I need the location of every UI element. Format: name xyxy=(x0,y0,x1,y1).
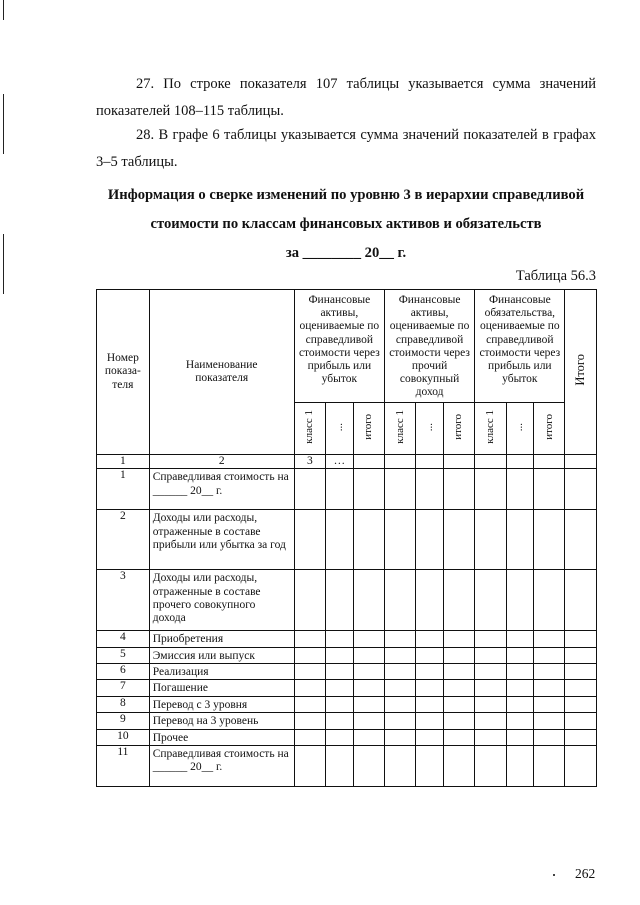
paragraph-28: 28. В графе 6 таблицы указывается сумма значений показателей в графах 3–5 таблицы. xyxy=(96,127,596,170)
page-number: 262 xyxy=(575,866,596,881)
row-name: Доходы или расходы, отраженные в составе прибыли или убытка за год xyxy=(149,510,294,570)
index-col-3: 3 xyxy=(294,455,325,469)
value-cell xyxy=(443,647,474,663)
value-cell xyxy=(384,746,415,787)
value-cell xyxy=(443,631,474,647)
value-cell xyxy=(294,713,325,729)
value-cell xyxy=(475,647,506,663)
value-cell xyxy=(506,746,533,787)
value-cell xyxy=(443,696,474,712)
value-cell xyxy=(326,664,353,680)
value-cell xyxy=(326,631,353,647)
header-group-3: Финансовые обязательства, оцениваемые по справедливой стоимости через прибыль или убыток xyxy=(475,290,565,403)
heading-line-2: стоимости по классам финансовых активов и обязательств xyxy=(150,216,542,232)
row-number: 9 xyxy=(97,713,150,729)
row-number: 5 xyxy=(97,647,150,663)
value-cell xyxy=(443,680,474,696)
value-cell xyxy=(534,570,565,631)
row-name: Приобретения xyxy=(149,631,294,647)
table-row xyxy=(97,469,597,510)
value-cell xyxy=(443,729,474,745)
stray-dot xyxy=(553,874,555,876)
sub-class-3: класс 1 xyxy=(483,409,496,444)
value-cell xyxy=(534,664,565,680)
value-cell xyxy=(294,696,325,712)
value-cell xyxy=(506,680,533,696)
row-name: Доходы или расходы, отраженные в составе прочего совокупного дохода xyxy=(149,570,294,631)
value-cell xyxy=(416,696,443,712)
value-cell xyxy=(475,469,506,510)
table-row xyxy=(97,713,597,729)
table-row xyxy=(97,746,597,787)
value-cell xyxy=(326,469,353,510)
value-cell xyxy=(534,631,565,647)
heading-line-1: Информация о сверке изменений по уровню 3 в иерархии справедливой xyxy=(107,187,585,203)
value-cell xyxy=(294,570,325,631)
value-cell xyxy=(565,647,597,663)
value-cell xyxy=(416,570,443,631)
table-row xyxy=(97,664,597,680)
value-cell xyxy=(353,631,384,647)
value-cell xyxy=(294,510,325,570)
row-name: Справедливая стоимость на ______ 20__ г. xyxy=(149,469,294,510)
value-cell xyxy=(384,631,415,647)
value-cell xyxy=(506,664,533,680)
value-cell xyxy=(384,713,415,729)
value-cell xyxy=(384,510,415,570)
header-total-text: Итого xyxy=(573,354,588,386)
value-cell xyxy=(416,713,443,729)
value-cell xyxy=(353,680,384,696)
table-row xyxy=(97,696,597,712)
value-cell xyxy=(506,696,533,712)
value-cell xyxy=(294,680,325,696)
value-cell xyxy=(416,664,443,680)
value-cell xyxy=(565,664,597,680)
value-cell xyxy=(416,469,443,510)
value-cell xyxy=(416,647,443,663)
index-col-2: 2 xyxy=(149,455,294,469)
value-cell xyxy=(384,696,415,712)
value-cell xyxy=(506,469,533,510)
value-cell xyxy=(443,746,474,787)
value-cell xyxy=(326,713,353,729)
row-name: Справедливая стоимость на ______ 20__ г. xyxy=(149,746,294,787)
value-cell xyxy=(475,746,506,787)
row-number: 7 xyxy=(97,680,150,696)
value-cell xyxy=(534,713,565,729)
value-cell xyxy=(534,510,565,570)
value-cell xyxy=(353,664,384,680)
margin-mark-mid xyxy=(3,94,4,154)
value-cell xyxy=(294,647,325,663)
value-cell xyxy=(534,680,565,696)
table-row xyxy=(97,729,597,745)
value-cell xyxy=(506,729,533,745)
value-cell xyxy=(506,647,533,663)
row-number: 3 xyxy=(97,570,150,631)
row-number: 4 xyxy=(97,631,150,647)
value-cell xyxy=(565,713,597,729)
sub-total-2: итого xyxy=(452,413,465,440)
value-cell xyxy=(565,469,597,510)
value-cell xyxy=(443,510,474,570)
value-cell xyxy=(294,469,325,510)
heading-line-3: за ________ 20__ г. xyxy=(285,245,407,261)
sub-total-1: итого xyxy=(362,413,375,440)
value-cell xyxy=(294,631,325,647)
value-cell xyxy=(326,647,353,663)
row-name: Перевод с 3 уровня xyxy=(149,696,294,712)
table-row xyxy=(97,647,597,663)
value-cell xyxy=(475,729,506,745)
value-cell xyxy=(534,469,565,510)
table-heading xyxy=(90,181,602,268)
header-num: Номер показа-теля xyxy=(97,290,150,455)
table-body xyxy=(97,469,597,787)
value-cell xyxy=(475,631,506,647)
value-cell xyxy=(416,631,443,647)
row-number: 2 xyxy=(97,510,150,570)
value-cell xyxy=(416,746,443,787)
value-cell xyxy=(416,510,443,570)
value-cell xyxy=(353,469,384,510)
row-number: 10 xyxy=(97,729,150,745)
row-number: 8 xyxy=(97,696,150,712)
value-cell xyxy=(506,570,533,631)
sub-class-1: класс 1 xyxy=(303,409,316,444)
value-cell xyxy=(294,746,325,787)
value-cell xyxy=(506,631,533,647)
header-group-2: Финансовые активы, оцениваемые по справедливой стоимости через прочий совокупный доход xyxy=(384,290,474,403)
value-cell xyxy=(384,680,415,696)
value-cell xyxy=(475,696,506,712)
value-cell xyxy=(443,664,474,680)
value-cell xyxy=(353,746,384,787)
table-row xyxy=(97,570,597,631)
value-cell xyxy=(475,510,506,570)
value-cell xyxy=(565,746,597,787)
sub-dots-1: ... xyxy=(332,422,345,431)
value-cell xyxy=(353,570,384,631)
table-row xyxy=(97,510,597,570)
row-name: Перевод на 3 уровень xyxy=(149,713,294,729)
value-cell xyxy=(443,570,474,631)
table-label: Таблица 56.3 xyxy=(515,268,596,284)
index-col-1: 1 xyxy=(97,455,150,469)
header-name: Наименование показателя xyxy=(149,290,294,455)
row-name: Прочее xyxy=(149,729,294,745)
table-row xyxy=(97,680,597,696)
value-cell xyxy=(565,729,597,745)
paragraph-27: 27. По строке показателя 107 таблицы указывается сумма значений показателей 108–115 таблицы. xyxy=(96,76,596,119)
value-cell xyxy=(384,664,415,680)
value-cell xyxy=(294,729,325,745)
value-cell xyxy=(384,469,415,510)
sub-class-2: класс 1 xyxy=(393,409,406,444)
value-cell xyxy=(353,647,384,663)
value-cell xyxy=(384,647,415,663)
value-cell xyxy=(534,746,565,787)
sub-total-3: итого xyxy=(542,413,555,440)
value-cell xyxy=(443,713,474,729)
value-cell xyxy=(353,713,384,729)
value-cell xyxy=(326,680,353,696)
row-name: Погашение xyxy=(149,680,294,696)
row-number: 11 xyxy=(97,746,150,787)
header-group-1: Финансовые активы, оцениваемые по справедливой стоимости через прибыль или убыток xyxy=(294,290,384,403)
value-cell xyxy=(326,570,353,631)
value-cell xyxy=(475,664,506,680)
index-col-4: … xyxy=(326,455,353,469)
value-cell xyxy=(565,696,597,712)
margin-mark-low xyxy=(3,234,4,294)
value-cell xyxy=(384,570,415,631)
value-cell xyxy=(353,696,384,712)
value-cell xyxy=(326,746,353,787)
value-cell xyxy=(416,729,443,745)
value-cell xyxy=(353,729,384,745)
table-row xyxy=(97,631,597,647)
value-cell xyxy=(475,570,506,631)
row-name: Эмиссия или выпуск xyxy=(149,647,294,663)
value-cell xyxy=(565,510,597,570)
value-cell xyxy=(534,729,565,745)
value-cell xyxy=(443,469,474,510)
reconciliation-table xyxy=(96,289,597,787)
value-cell xyxy=(416,680,443,696)
value-cell xyxy=(534,696,565,712)
value-cell xyxy=(326,696,353,712)
sub-dots-3: ... xyxy=(513,422,526,431)
value-cell xyxy=(565,631,597,647)
value-cell xyxy=(475,680,506,696)
row-number: 1 xyxy=(97,469,150,510)
value-cell xyxy=(326,729,353,745)
value-cell xyxy=(565,680,597,696)
value-cell xyxy=(506,713,533,729)
value-cell xyxy=(506,510,533,570)
value-cell xyxy=(294,664,325,680)
value-cell xyxy=(475,713,506,729)
value-cell xyxy=(534,647,565,663)
sub-dots-2: ... xyxy=(422,422,435,431)
value-cell xyxy=(565,570,597,631)
value-cell xyxy=(353,510,384,570)
row-name: Реализация xyxy=(149,664,294,680)
header-total xyxy=(565,290,597,455)
margin-mark-top xyxy=(3,0,4,20)
value-cell xyxy=(326,510,353,570)
value-cell xyxy=(384,729,415,745)
row-number: 6 xyxy=(97,664,150,680)
